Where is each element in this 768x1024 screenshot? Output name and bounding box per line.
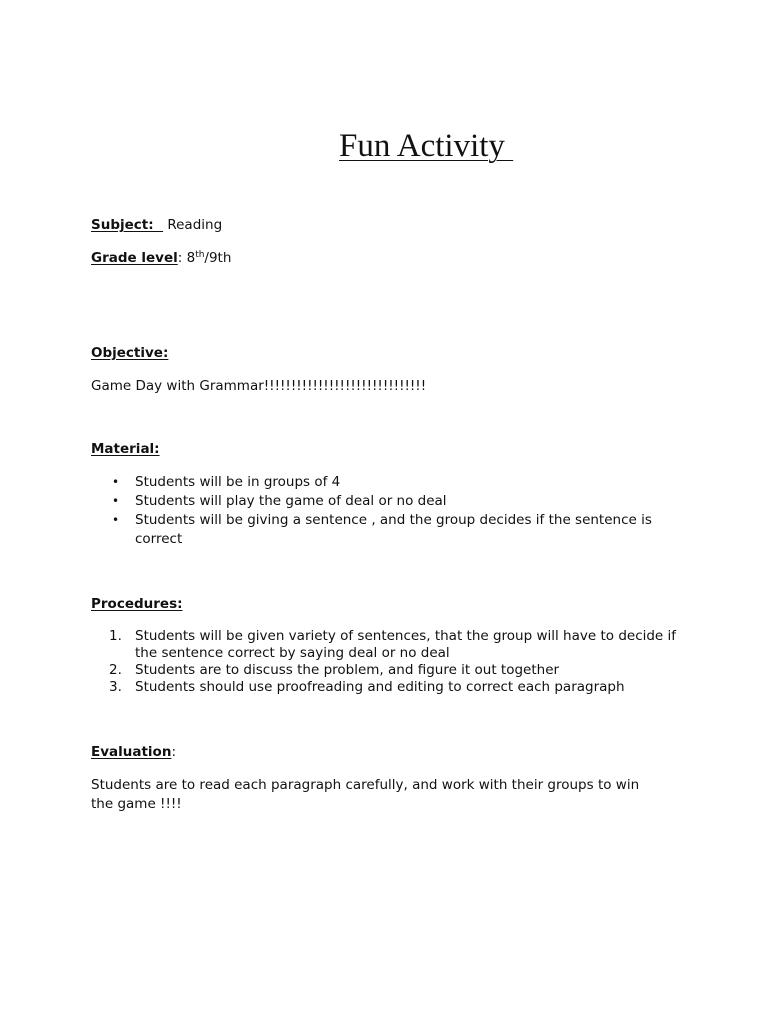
objective-text: Game Day with Grammar!!!!!!!!!!!!!!!!!!!!!!!!!!!!!! <box>91 378 427 394</box>
grade-level-label: Grade level <box>91 250 178 266</box>
material-heading <box>91 440 691 459</box>
list-item: 2. Students are to discuss the problem, and figure it out together <box>109 662 560 678</box>
page-title: Fun Activity <box>339 128 514 164</box>
material-list <box>91 473 691 549</box>
evaluation-text: Students are to read each paragraph carefully, and work with their groups to win the game !!!! <box>91 777 640 812</box>
bullet-icon: • <box>112 513 120 527</box>
list-number: 1. <box>109 628 122 644</box>
material-label: Material: <box>91 441 160 457</box>
list-item: • Students will be giving a sentence , and the group decides if the sentence is correct <box>112 512 652 547</box>
list-item: 3. Students should use proofreading and editing to correct each paragraph <box>109 679 625 695</box>
grade-level-colon: : <box>177 250 187 266</box>
bullet-icon: • <box>112 494 120 508</box>
evaluation-colon: : <box>171 744 177 760</box>
material-list-block <box>91 473 691 549</box>
list-item: 1. Students will be given variety of sentences, that the group will have to decide if the sentence correct by saying deal or no deal <box>109 628 677 661</box>
grade-level-value-b: /9th <box>204 250 232 266</box>
bullet-icon: • <box>112 475 120 489</box>
procedures-heading <box>91 595 691 614</box>
procedures-list <box>91 628 691 696</box>
list-number: 3. <box>109 679 122 695</box>
grade-level-value-a: 8 <box>186 250 196 266</box>
procedures-list-block <box>91 628 691 696</box>
objective-label: Objective: <box>91 345 169 361</box>
list-item: • Students will play the game of deal or no deal <box>112 493 447 509</box>
list-number: 2. <box>109 662 122 678</box>
subject-value: Reading <box>163 217 223 233</box>
evaluation-heading <box>91 743 691 762</box>
grade-level-line <box>91 249 691 268</box>
subject-label: Subject: <box>91 217 164 233</box>
grade-level-superscript: th <box>195 250 205 260</box>
objective-heading <box>91 344 691 363</box>
subject-line <box>91 216 691 235</box>
list-item: • Students will be in groups of 4 <box>112 474 341 490</box>
procedures-label: Procedures: <box>91 596 183 612</box>
evaluation-label: Evaluation <box>91 744 172 760</box>
